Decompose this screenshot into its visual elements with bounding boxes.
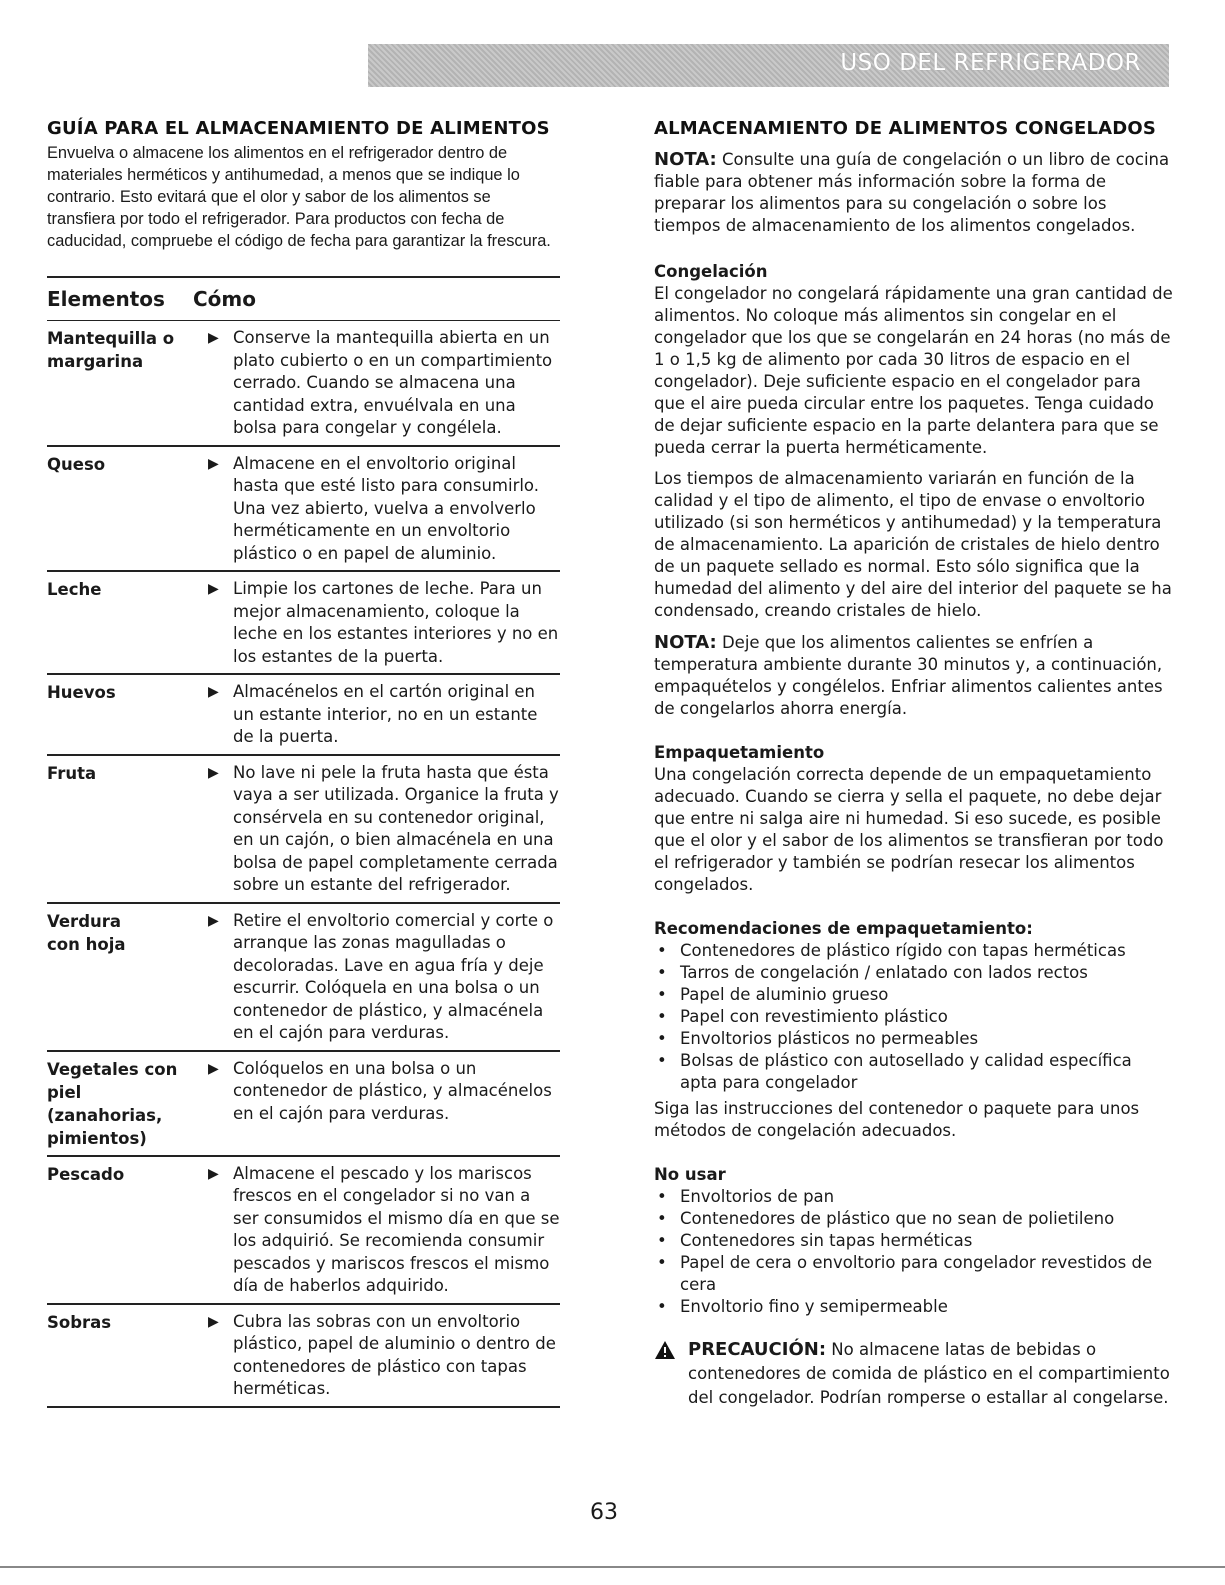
arrow-right-icon: ▶ [208,1165,219,1182]
list-item-text: Envoltorios de pan [680,1187,835,1206]
table-row-item: Leche [47,580,102,599]
follow-instructions-paragraph: Siga las instrucciones del contenedor o paquete para unos métodos de congelación adecuados. [654,1099,1140,1140]
table-row [47,321,560,447]
bullet-icon: • [657,1007,667,1026]
table-row-instructions [197,578,560,668]
food-storage-table [47,276,560,1408]
table-row-item: Fruta [47,763,97,783]
bullet-icon: • [657,1253,667,1272]
table-row-item: Verdura con hoja [47,911,126,954]
arrow-right-icon: ▶ [208,912,219,929]
list-item [654,1028,1174,1050]
bullet-icon: • [657,1051,667,1070]
left-column [47,118,560,1408]
warning-icon [654,1340,676,1367]
list-item-text: Contenedores de plástico rígido con tapas herméticas [680,941,1126,960]
section-title: USO DEL REFRIGERADOR [840,50,1141,76]
table-row-item: Queso [47,454,106,474]
instructions-text: Retire el envoltorio comercial y corte o arranque las zonas magulladas o decoloradas. Lave en agua fría y deje escurrir. Colóquela en una bolsa o un contenedor de plástico, y almacénela en el cajón para verduras. [233,910,554,1042]
table-row-instructions [197,910,560,1045]
list-item-text: Contenedores sin tapas herméticas [680,1231,973,1250]
food-storage-intro: Envuelva o almacene los alimentos en el refrigerador dentro de materiales herméticos y antihumedad, a menos que se indique lo contrario. Esto evitará que el olor y sabor de los alimentos se transfiera por todo el refrigerador. Para productos con fecha de caducidad, compruebe el código de fecha para garantizar la frescura. [47,144,551,250]
column-header-how: Cómo [193,287,256,311]
section-header-band [368,44,1169,87]
table-row-instructions [197,453,560,566]
arrow-right-icon: ▶ [208,455,219,472]
instructions-text: Almacene en el envoltorio original hasta que esté listo para consumirlo. Una vez abierto, vuelva a envolverlo herméticamente en un envoltorio plástico o en papel de aluminio. [233,453,539,563]
instructions-text: Almacénelos en el cartón original en un estante interior, no en un estante de la puerta. [233,682,538,746]
instructions-text: Cubra las sobras con un envoltorio plástico, papel de aluminio o dentro de contenedores de plástico con tapas herméticas. [233,1311,556,1398]
instructions-text: No lave ni pele la fruta hasta que ésta vaya a ser utilizada. Organice la fruta y consérvela en su contenedor original, en un cajón, o bien almacénela en una bolsa de papel completamente cerrada sobre un estante del refrigerador. [233,762,559,894]
column-header-items: Elementos [47,287,165,311]
freezing-paragraph: El congelador no congelará rápidamente una gran cantidad de alimentos. No coloque más alimentos sin congelar en el congelador que los que se congelarán en 24 horas (no más de 1 o 1,5 kg de alimento por cada 30 litros de espacio en el congelador). Deje suficiente espacio en el congelador para que el aire pueda circular entre los paquetes. Tenga cuidado de dejar suficiente espacio en la parte delantera para que se pueda cerrar la puerta herméticamente. [654,284,1173,457]
table-row-instructions [197,1311,560,1401]
instructions-text: Conserve la mantequilla abierta en un plato cubierto o en un compartimiento cerrado. Cuando se almacena una cantidad extra, envuélvala en una bolsa para congelar y congélela. [233,328,553,437]
table-body [47,321,560,1408]
table-row-instructions [197,681,560,749]
do-not-use-list [654,1186,1174,1318]
food-storage-heading: GUÍA PARA EL ALMACENAMIENTO DE ALIMENTOS [47,118,550,139]
freezing-subheading: Congelación [654,262,768,281]
bullet-icon: • [657,1187,667,1206]
note-text: Deje que los alimentos calientes se enfríen a temperatura ambiente durante 30 minutos y, a continuación, empaquételos y congélelos. Enfriar alimentos calientes antes de congelarlos ahorra energía. [654,633,1163,718]
packaging-paragraph: Una congelación correcta depende de un empaquetamiento adecuado. Cuando se cierra y sella el paquete, no debe dejar que entre ni salga aire ni humedad. Si eso sucede, es posible que el olor y el sabor de los alimentos se transfieran por todo el refrigerador y también se podrían resecar los alimentos congelados. [654,765,1164,894]
table-row-instructions [197,327,560,440]
page-bottom-rule [0,1566,1225,1568]
storage-times-paragraph: Los tiempos de almacenamiento variarán en función de la calidad y el tipo de alimento, el tipo de envase o envoltorio utilizado (si son herméticos y antihumedad) y la temperatura de almacenamiento. La aparición de cristales de hielo dentro de un paquete sellado es normal. Esto sólo significa que la humedad del alimento y del aire del interior del paquete se ha condensado, creando cristales de hielo. [654,469,1172,620]
note-label: NOTA: [654,632,717,653]
list-item [654,1006,1174,1028]
frozen-storage-heading: ALMACENAMIENTO DE ALIMENTOS CONGELADOS [654,118,1157,139]
list-item [654,962,1174,984]
list-item [654,1208,1174,1230]
bullet-icon: • [657,941,667,960]
list-item-text: Envoltorio fino y semipermeable [680,1297,948,1316]
table-row [47,1157,560,1305]
instructions-text: Colóquelos en una bolsa o un contenedor de plástico, y almacénelos en el cajón para verduras. [233,1058,552,1123]
table-row-instructions [197,1058,560,1150]
packaging-subheading: Empaquetamiento [654,743,825,762]
list-item-text: Contenedores de plástico que no sean de polietileno [680,1209,1115,1228]
list-item-text: Envoltorios plásticos no permeables [680,1029,979,1048]
note-label: NOTA: [654,149,717,170]
list-item [654,1296,1174,1318]
note-paragraph-2 [654,632,1174,720]
list-item-text: Bolsas de plástico con autosellado y calidad específica apta para congelador [680,1051,1132,1092]
list-item [654,940,1174,962]
arrow-right-icon: ▶ [208,581,219,597]
bullet-icon: • [657,1231,667,1250]
table-header [47,278,560,321]
instructions-text: Limpie los cartones de leche. Para un mejor almacenamiento, coloque la leche en los estantes interiores y no en los estantes de la puerta. [233,579,559,666]
table-row [47,1305,560,1408]
recommendations-list [654,940,1174,1094]
table-row [47,904,560,1052]
table-row-instructions [197,762,560,897]
table-row [47,447,560,573]
instructions-text: Almacene el pescado y los mariscos frescos en el congelador si no van a ser consumidos el mismo día en que se los adquirió. Se recomienda consumir pescados y mariscos frescos el mismo día de haberlos adquirido. [233,1163,560,1295]
table-row [47,756,560,904]
list-item-text: Papel de aluminio grueso [680,985,889,1004]
table-row-item: Vegetales con piel (zanahorias, pimientos) [47,1059,178,1148]
list-item [654,1050,1174,1094]
page-number: 63 [590,1500,618,1525]
table-row-item: Mantequilla o margarina [47,329,175,371]
bullet-icon: • [657,1297,667,1316]
arrow-right-icon: ▶ [208,330,219,346]
do-not-use-heading: No usar [654,1165,726,1184]
table-row-item: Pescado [47,1164,125,1184]
arrow-right-icon: ▶ [208,1060,219,1077]
list-item-text: Tarros de congelación / enlatado con lados rectos [680,963,1088,982]
right-column [654,118,1174,1410]
arrow-right-icon: ▶ [208,684,219,700]
list-item-text: Papel con revestimiento plástico [680,1007,948,1026]
bullet-icon: • [657,963,667,982]
list-item [654,1186,1174,1208]
bullet-icon: • [657,1029,667,1048]
table-row [47,1052,560,1157]
list-item-text: Papel de cera o envoltorio para congelador revestidos de cera [680,1253,1153,1294]
packaging-recommendations-heading: Recomendaciones de empaquetamiento: [654,919,1033,938]
list-item [654,1230,1174,1252]
bullet-icon: • [657,985,667,1004]
arrow-right-icon: ▶ [208,1313,219,1330]
table-row [47,675,560,756]
list-item [654,1252,1174,1296]
caution-text: No almacene latas de bebidas o contenedores de comida de plástico en el compartimiento del congelador. Podrían romperse o estallar al congelarse. [688,1340,1170,1407]
table-row-item: Sobras [47,1312,112,1332]
arrow-right-icon: ▶ [208,764,219,781]
list-item [654,984,1174,1006]
table-row-item: Huevos [47,683,116,702]
note-paragraph-1 [654,149,1174,237]
bullet-icon: • [657,1209,667,1228]
note-text: Consulte una guía de congelación o un libro de cocina fiable para obtener más información sobre la forma de preparar los alimentos para su congelación o sobre los tiempos de almacenamiento de los alimentos congelados. [654,150,1170,235]
caution-label: PRECAUCIÓN: [688,1339,827,1360]
table-row-instructions [197,1163,560,1298]
caution-block [654,1338,1174,1410]
table-row [47,572,560,675]
